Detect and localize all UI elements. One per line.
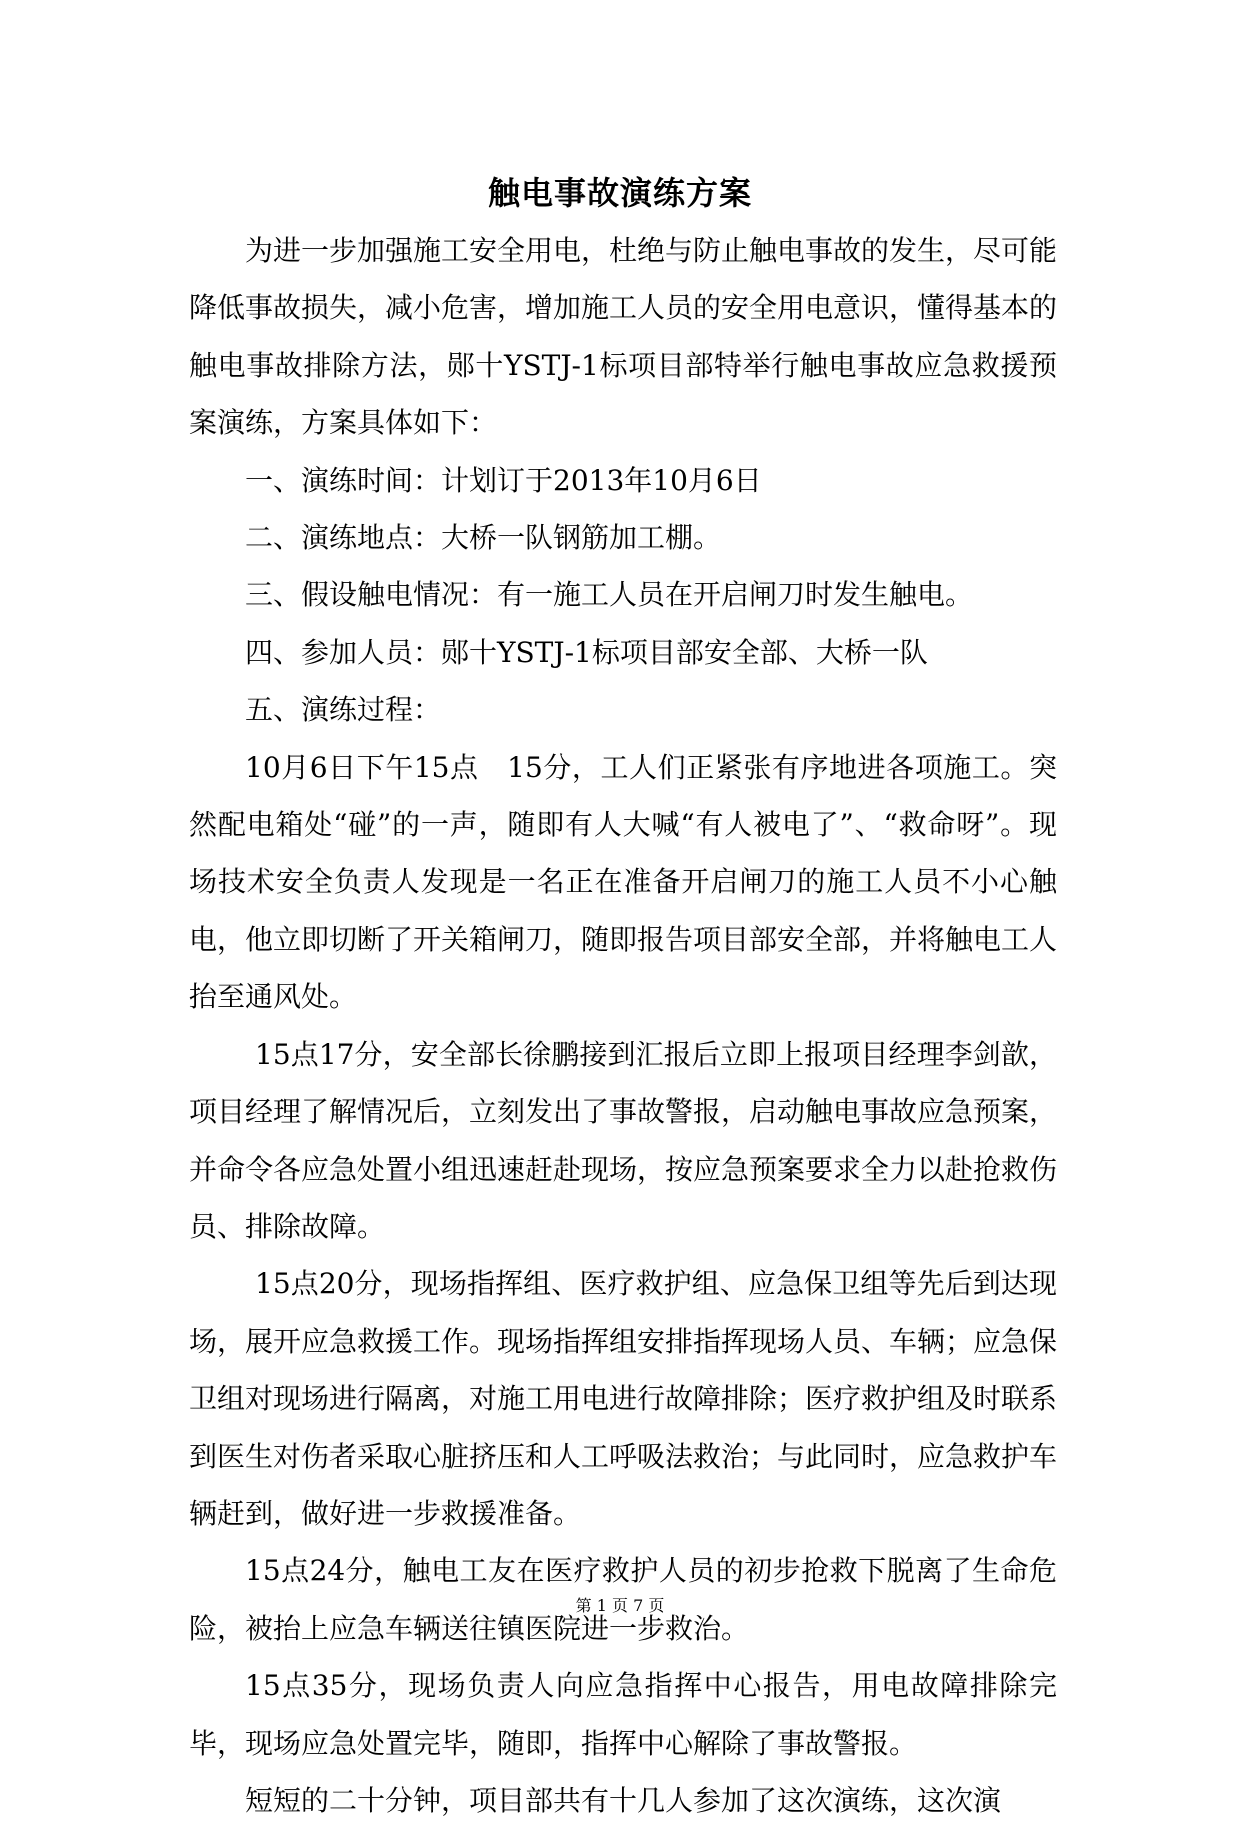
page-footer: 第 1 页 7 页 — [575, 1596, 665, 1615]
paragraph-summary: 短短的二十分钟，项目部共有十几人参加了这次演练，这次演 — [245, 1783, 1002, 1817]
document-title: 触电事故演练方案 — [487, 174, 752, 212]
paragraph-1520: 15点20分，现场指挥组、医疗救护组、应急保卫组等先后到达现场，展开应急救援工作。现场指挥组安排指挥现场人员、车辆；应急保卫组对现场进行隔离，对施工用电进行故障排除；医疗救护组及时联系到医生对伤者采取心脏挤压和人工呼吸法救治；与此同时，应急救护车辆赶到，做好进一步救援准备。 — [189, 1267, 1058, 1530]
paragraph-process-heading: 五、演练过程： — [245, 693, 442, 727]
paragraph-1517: 15点17分，安全部长徐鹏接到汇报后立即上报项目经理李剑歆，项目经理了解情况后，立刻发出了事故警报，启动触电事故应急预案，并命令各应急处置小组迅速赶赴现场，按应急预案要求全力以赴抢救伤员、排除故障。 — [189, 1037, 1058, 1243]
paragraph-1535: 15点35分，现场负责人向应急指挥中心报告，用电故障排除完毕，现场应急处置完毕，随即，指挥中心解除了事故警报。 — [189, 1669, 1057, 1760]
paragraph-1515: 10月6日下午15点 15分，工人们正紧张有序地进各项施工。突然配电箱处“碰”的一声，随即有人大喊“有人被电了”、“救命呀”。现场技术安全负责人发现是一名正在准备开启闸刀的施工人员不小心触电，他立即切断了开关箱闸刀，随即报告项目部安全部，并将触电工人抬至通风处。 — [189, 750, 1058, 1014]
paragraph-scenario: 三、假设触电情况：有一施工人员在开启闸刀时发生触电。 — [245, 578, 974, 612]
paragraph-drill-location: 二、演练地点：大桥一队钢筋加工棚。 — [245, 521, 722, 555]
document-body — [189, 222, 1057, 1829]
paragraph-drill-time: 一、演练时间：计划订于2013年10月6日 — [245, 463, 762, 497]
paragraph-1524: 15点24分，触电工友在医疗救护人员的初步抢救下脱离了生命危险，被抬上应急车辆送往镇医院进一步救治。 — [189, 1554, 1057, 1645]
paragraph-intro: 为进一步加强施工安全用电，杜绝与防止触电事故的发生，尽可能降低事故损失，减小危害，增加施工人员的安全用电意识，懂得基本的触电事故排除方法，郧十YSTJ-1标项目部特举行触电事故应急救援预案演练，方案具体如下： — [189, 234, 1058, 440]
paragraph-participants: 四、参加人员：郧十YSTJ-1标项目部安全部、大桥一队 — [245, 635, 928, 669]
